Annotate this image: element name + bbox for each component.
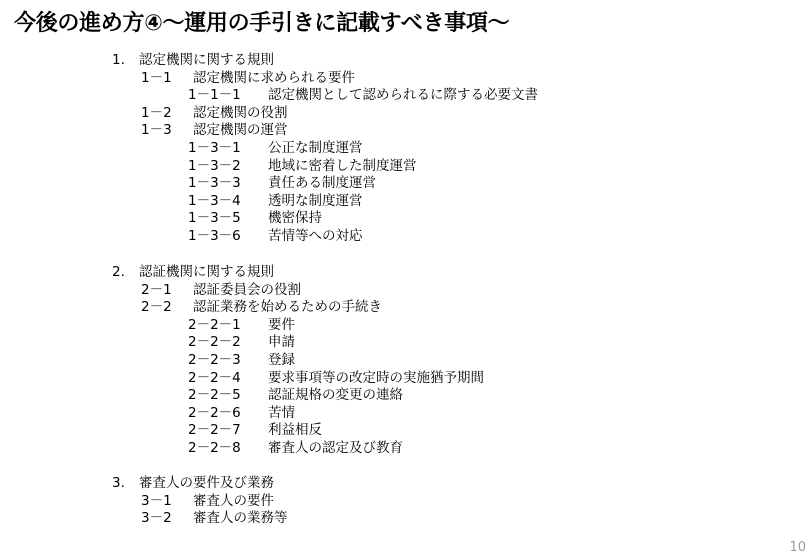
outline-item-number: 1－3－1 <box>188 140 241 156</box>
outline-item-level-3 <box>188 352 295 369</box>
outline-item-level-2 <box>141 282 301 299</box>
outline-item-text: 登録 <box>268 352 295 368</box>
outline-item-level-3 <box>188 440 403 457</box>
outline-item-number: 1－3－6 <box>188 228 241 244</box>
outline-item-number: 1－3－2 <box>188 157 241 174</box>
outline-item-level-2 <box>141 105 288 122</box>
outline-item-level-2 <box>141 122 288 139</box>
outline-item-level-3 <box>188 87 538 104</box>
outline-item-text: 認証機関に関する規則 <box>139 264 274 280</box>
outline-item-text: 苦情等への対応 <box>268 228 363 244</box>
outline-item-text: 認証規格の変更の連絡 <box>268 387 403 404</box>
outline-item-level-3 <box>188 387 403 404</box>
outline-item-text: 利益相反 <box>268 422 322 439</box>
outline-item-text: 審査人の業務等 <box>193 510 288 527</box>
outline-item-level-3 <box>188 158 417 175</box>
outline-item-text: 透明な制度運営 <box>268 192 363 209</box>
outline-item-level-3 <box>188 140 363 157</box>
outline-item-level-3 <box>188 422 322 439</box>
outline-item-level-3 <box>188 210 322 227</box>
outline-item-level-2 <box>141 510 288 527</box>
outline-item-number: 3－2 <box>141 510 172 527</box>
outline-item-text: 認定機関に求められる要件 <box>193 69 355 86</box>
outline-item-number: 1－1 <box>141 69 172 86</box>
outline-item-text: 認証委員会の役割 <box>193 281 301 298</box>
outline-item-number: 2. <box>112 264 125 280</box>
page-title: 今後の進め方④～運用の手引きに記載すべき事項～ <box>14 11 510 36</box>
outline-item-number: 2－2－3 <box>188 352 241 368</box>
outline-item-text: 審査人の要件及び業務 <box>139 475 274 491</box>
outline-item-number: 1－3－3 <box>188 175 241 192</box>
outline-item-level-3 <box>188 228 363 245</box>
outline-item-number: 1－3－4 <box>188 192 241 209</box>
outline-item-text: 認定機関の役割 <box>193 104 288 121</box>
outline-item-number: 2－2 <box>141 299 172 316</box>
page-number: 10 <box>789 540 806 555</box>
outline-item-text: 公正な制度運営 <box>268 140 363 156</box>
outline-item-number: 2－2－7 <box>188 422 241 439</box>
outline-item-level-2 <box>141 70 355 87</box>
outline-item-number: 2－2－6 <box>188 404 241 421</box>
outline-item-level-1 <box>112 264 274 281</box>
outline-item-number: 1－1－1 <box>188 87 241 104</box>
outline-item-number: 2－2－4 <box>188 369 241 386</box>
outline-item-level-1 <box>112 52 274 69</box>
outline-item-text: 責任ある制度運営 <box>268 175 376 192</box>
outline-item-number: 2－1 <box>141 281 172 298</box>
outline-item-text: 認定機関の運営 <box>193 122 288 139</box>
outline-item-number: 2－2－5 <box>188 387 241 404</box>
outline-item-level-3 <box>188 317 295 334</box>
outline-item-number: 1. <box>112 52 125 68</box>
outline-item-level-1 <box>112 475 274 492</box>
outline-item-level-3 <box>188 405 295 422</box>
outline-item-text: 地域に密着した制度運営 <box>268 157 417 174</box>
outline-item-level-3 <box>188 175 376 192</box>
outline-item-text: 審査人の要件 <box>193 492 274 509</box>
outline-item-text: 認定機関として認められるに際する必要文書 <box>268 87 538 104</box>
outline-item-number: 2－2－1 <box>188 316 241 333</box>
outline-item-number: 1－3－5 <box>188 210 241 227</box>
outline-item-level-3 <box>188 193 363 210</box>
outline-item-number: 1－3 <box>141 122 172 139</box>
outline-item-text: 認証業務を始めるための手続き <box>193 299 382 316</box>
outline-item-number: 2－2－2 <box>188 334 241 351</box>
outline-item-number: 2－2－8 <box>188 440 241 456</box>
outline-item-level-3 <box>188 370 484 387</box>
outline-item-text: 機密保持 <box>268 210 322 227</box>
outline-item-text: 要件 <box>268 316 295 333</box>
outline-item-number: 3－1 <box>141 492 172 509</box>
outline-item-text: 苦情 <box>268 404 295 421</box>
outline-item-number: 3. <box>112 475 125 491</box>
outline-item-level-2 <box>141 493 274 510</box>
outline-item-level-3 <box>188 334 295 351</box>
outline-item-text: 要求事項等の改定時の実施猶予期間 <box>268 369 484 386</box>
outline-item-text: 申請 <box>268 334 295 351</box>
outline-item-text: 認定機関に関する規則 <box>139 52 274 68</box>
outline-item-level-2 <box>141 299 382 316</box>
outline-item-number: 1－2 <box>141 104 172 121</box>
outline-item-text: 審査人の認定及び教育 <box>268 440 403 456</box>
